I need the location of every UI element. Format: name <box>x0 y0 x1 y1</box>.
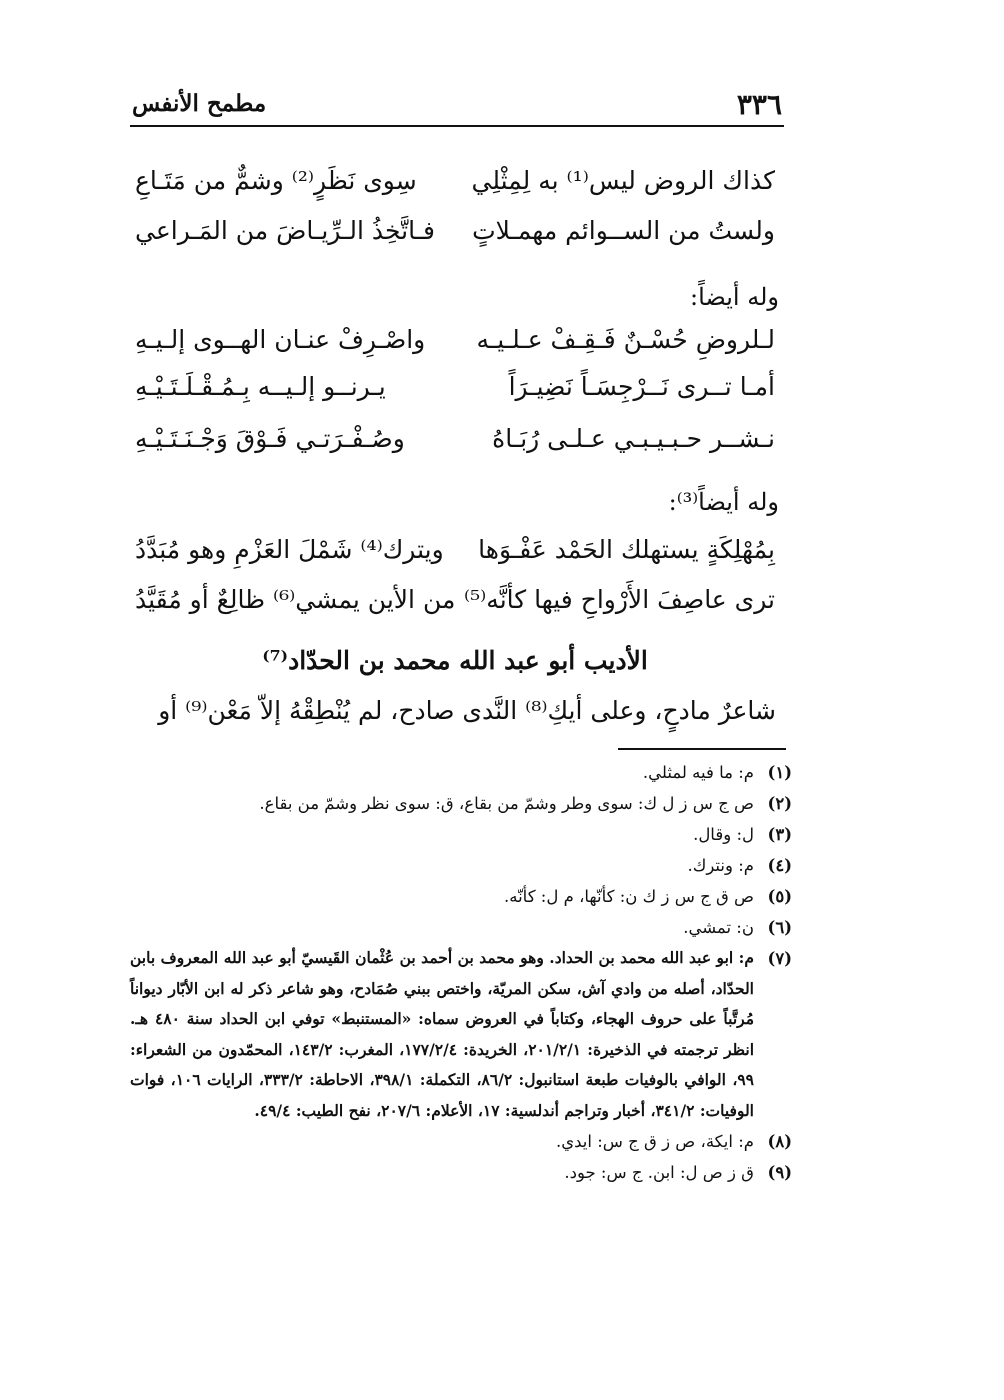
footnote-text: م: ما فيه لمثلي. <box>642 763 754 782</box>
section-heading: الأديب أبو عبد الله محمد بن الحدّاد⁽⁷⁾ <box>262 646 648 675</box>
verse-second-hemistich: سِوى نَظَرٍ⁽²⁾ وشمٌّ من مَتَـاعِ <box>135 166 417 195</box>
verse-line <box>135 216 775 260</box>
footnote-number: (٤) <box>767 856 792 875</box>
footnote-text: ص ج س ز ل ك: سوى وطر وشمّ من بقاع، ق: سوى نظر وشمّ من بقاع. <box>259 794 754 813</box>
footnote <box>130 757 792 788</box>
footnote <box>130 788 792 819</box>
footnote <box>130 912 792 943</box>
verse-line <box>135 325 775 369</box>
footnote-rule <box>618 748 786 750</box>
footnote-text: م: ايكة، ص ز ق ج س: ايدي. <box>555 1132 754 1151</box>
verse-line <box>135 166 775 210</box>
footnote <box>130 1126 792 1157</box>
footnote <box>130 850 792 881</box>
verse-second-hemistich: فـاتَّخِذُ الـرِّيـاضَ من المَـراعي <box>135 216 436 245</box>
footnote-number: (٩) <box>767 1163 792 1182</box>
footnote-text: ن: تمشي. <box>683 918 754 937</box>
verse-line <box>135 585 775 629</box>
verse-line <box>135 535 775 579</box>
footnote-text: ق ز ص ل: ابن. ج س: جود. <box>564 1163 754 1182</box>
poem-intro: وله أيضاً⁽³⁾: <box>668 488 779 516</box>
page-number: ٣٣٦ <box>736 88 782 121</box>
footnote-text: ل: وقال. <box>693 825 754 844</box>
footnote-number: (١) <box>767 763 792 782</box>
verse-second-hemistich: يـرنــو إلـيــه بِـمُـقْـلَـتَـيْـهِ <box>135 372 386 401</box>
verse-second-hemistich: ويترك⁽⁴⁾ شَمْلَ العَزْمِ وهو مُبَدَّدُ <box>135 535 444 564</box>
header-rule <box>130 125 784 127</box>
running-title: مطمح الأنفس <box>132 90 267 117</box>
verse-second-hemistich: واصْـرِفْ عنـان الهــوى إلـيـهِ <box>135 325 426 354</box>
footnotes <box>130 757 792 1188</box>
verse-first-hemistich: أمـا تــرى نَــرْجِسَـاً نَضِيـرَاً <box>508 372 775 401</box>
footnote <box>130 943 792 1126</box>
verse-first-hemistich: كذاك الروض ليس⁽¹⁾ به لِمِثْلِي <box>471 166 775 195</box>
verse-second-hemistich: من الأين يمشي⁽⁶⁾ ظالِعٌ أو مُقَيَّدُ <box>135 585 456 614</box>
verse-line <box>135 424 775 468</box>
poem-intro: وله أيضاً: <box>690 283 779 311</box>
footnote-text: ص ق ج س ز ك ن: كأنّها، م ل: كأنّه. <box>504 887 754 906</box>
footnote-number: (٦) <box>767 918 792 937</box>
footnote <box>130 1157 792 1188</box>
verse-first-hemistich: بِمُهْلِكَةٍ يستهلك الحَمْد عَفْـوَها <box>478 535 775 564</box>
footnote <box>130 881 792 912</box>
verse-first-hemistich: لـلروضِ حُسْـنٌ فَـقِـفْ عـلـيـه <box>476 325 775 354</box>
page-header <box>132 88 782 124</box>
footnote-number: (٧) <box>767 949 792 968</box>
footnote-number: (٣) <box>767 825 792 844</box>
footnote <box>130 819 792 850</box>
body-paragraph: شاعرٌ مادحٍ، وعلى أيكِ⁽⁸⁾ النَّدى صادح، لم يُنْطِقْهُ إلاّ مَعْن⁽⁹⁾ أو <box>158 696 776 725</box>
footnote-text: م: ونترك. <box>687 856 754 875</box>
footnote-number: (٥) <box>767 887 792 906</box>
footnote-number: (٨) <box>767 1132 792 1151</box>
verse-first-hemistich: ترى عاصِفَ الأَرْواحِ فيها كأنَّه⁽⁵⁾ <box>463 585 775 614</box>
verse-first-hemistich: ولستُ من الســوائم مهمـلاتٍ <box>472 216 775 245</box>
footnote-text: م: ابو عبد الله محمد بن الحداد. وهو محمد بن أحمد بن عُثْمان القَيسيّ أبو عبد الله المعروف بابن الحدّاد، أصله من وادي آش، سكن المريّة، واختص ببني صُمَادح، وهو شاعر ذكر له ابن الأبّار ديواناً مُرتَّباً على حروف الهجاء، وكتاباً في العروض سماه: «المستنبط» توفي ابن الحداد سنة ٤٨٠ هـ. انظر ترجمته في الذخيرة: ٢٠١/٢/١، الخريدة: ١٧٧/٢/٤، المغرب: ١٤٣/٢، المحمّدون من الشعراء: ٩٩، الوافي بالوفيات طبعة استانبول: ٨٦/٢، التكملة: ٣٩٨/١، الاحاطة: ٣٣٣/٢، الرايات ١٠٦، فوات الوفيات: ٣٤١/٢، أخبار وتراجم أندلسية: ١٧، الأعلام: ٢٠٧/٦، نفح الطيب: ٤٩/٤. <box>130 948 755 1120</box>
verse-line <box>135 372 775 416</box>
verse-second-hemistich: وصُـفْـرَتـي فَـوْقَ وَجْـنَـتَـيْـهِ <box>135 424 405 453</box>
footnote-number: (٢) <box>767 794 792 813</box>
verse-first-hemistich: نـشــر حـبـيـبـي عـلـى رُبَـاهُ <box>492 424 775 453</box>
